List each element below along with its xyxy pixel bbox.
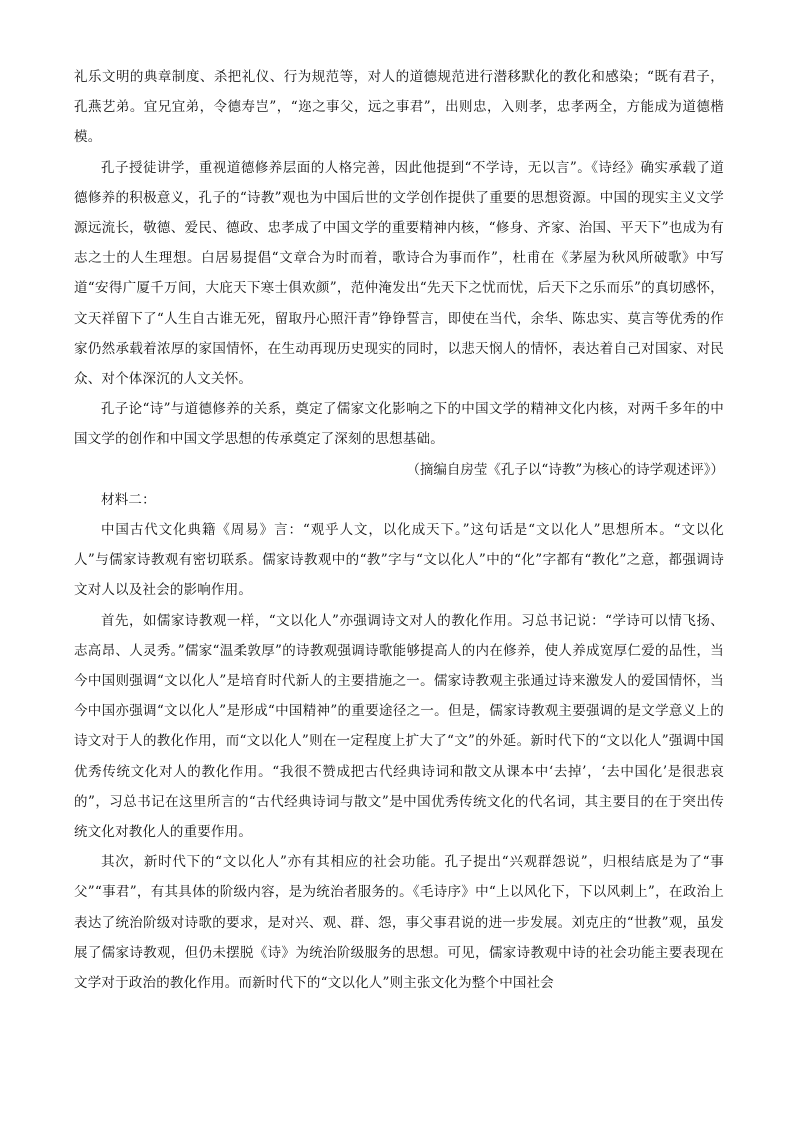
paragraph-5: 首先，如儒家诗教观一样，“文以化人”亦强调诗文对人的教化作用。习总书记说：“学诗可以情飞扬、志高昂、人灵秀。”儒家“温柔敦厚”的诗教观强调诗歌能够提高人的内在修养，使人养成宽厚仁爱的品性，当今中国则强调“文以化人”是培育时代新人的主要措施之一。儒家诗教观主张通过诗来激发人的爱国情怀，当今中国亦强调“文以化人”是形成“中国精神”的重要途径之一。但是，儒家诗教观主要强调的是文学意义上的诗文对于人的教化作用，而“文以化人”则在一定程度上扩大了“文”的外延。新时代下的“文以化人”强调中国优秀传统文化对人的教化作用。“我很不赞成把古代经典诗词和散文从课本中‘去掉’，‘去中国化’是很悲哀的”，习总书记在这里所言的“古代经典诗词与散文”是中国优秀传统文化的代名词，其主要目的在于突出传统文化对教化人的重要作用。 [74, 612, 724, 841]
source-citation: （摘编自房莹《孔子以“诗教”为核心的诗学观述评》） [406, 461, 724, 478]
paragraph-1: 礼乐文明的典章制度、杀把礼仪、行为规范等，对人的道德规范进行潜移默化的教化和感染；“既有君子，孔燕艺弟。宜兄宜弟，令德寿岂”，“迩之事父，远之事君”，出则忠，入则孝，忠孝两全，方能成为道德楷模。 [74, 69, 724, 146]
paragraph-3: 孔子论“诗”与道德修养的关系，奠定了儒家文化影响之下的中国文学的精神文化内核，对两千多年的中国文学的创作和中国文学思想的传承奠定了深刻的思想基础。 [74, 401, 724, 448]
paragraph-6: 其次，新时代下的“文以化人”亦有其相应的社会功能。孔子提出“兴观群怨说”，归根结底是为了“事父”“事君”，有其具体的阶级内容，是为统治者服务的。《毛诗序》中“上以风化下，下以风刺上”，在政治上表达了统治阶级对诗歌的要求，是对兴、观、群、怨，事父事君说的进一步发展。刘克庄的“世教”观，虽发展了儒家诗教观，但仍未摆脱《诗》为统治阶级服务的思想。可见，儒家诗教观中诗的社会功能主要表现在文学对于政治的教化作用。而新时代下的“文以化人”则主张文化为整个中国社会 [74, 854, 724, 992]
paragraph-4: 中国古代文化典籍《周易》言：“观乎人文，以化成天下。”这句话是“文以化人”思想所本。“文以化人”与儒家诗教观有密切联系。儒家诗教观中的“教”字与“文以化人”中的“化”字都有“教化”之意，都强调诗文对人以及社会的影响作用。 [74, 522, 724, 599]
section-label: 材料二： [101, 491, 156, 508]
paragraph-2: 孔子授徒讲学，重视道德修养层面的人格完善，因此他提到“不学诗，无以言”。《诗经》确实承载了道德修养的积极意义，孔子的“诗教”观也为中国后世的文学创作提供了重要的思想资源。中国的现实主义文学源远流长，敬德、爱民、德政、忠孝成了中国文学的重要精神内核，“修身、齐家、治国、平天下”也成为有志之士的人生理想。白居易提倡“文章合为时而着，歌诗合为事而作”，杜甫在《茅屋为秋风所破歌》中写道“安得广厦千万间，大庇天下寒士俱欢颜”，范仲淹发出“先天下之忧而忧，后天下之乐而乐”的真切感怀，文天祥留下了“人生自古谁无死，留取丹心照汗青”铮铮誓言，即使在当代，余华、陈忠实、莫言等优秀的作家仍然承载着浓厚的家国情怀，在生动再现历史现实的同时，以悲天悯人的情怀，表达着自己对国家、对民众、对个体深沉的人文关怀。 [74, 159, 724, 388]
document-page [74, 62, 724, 998]
